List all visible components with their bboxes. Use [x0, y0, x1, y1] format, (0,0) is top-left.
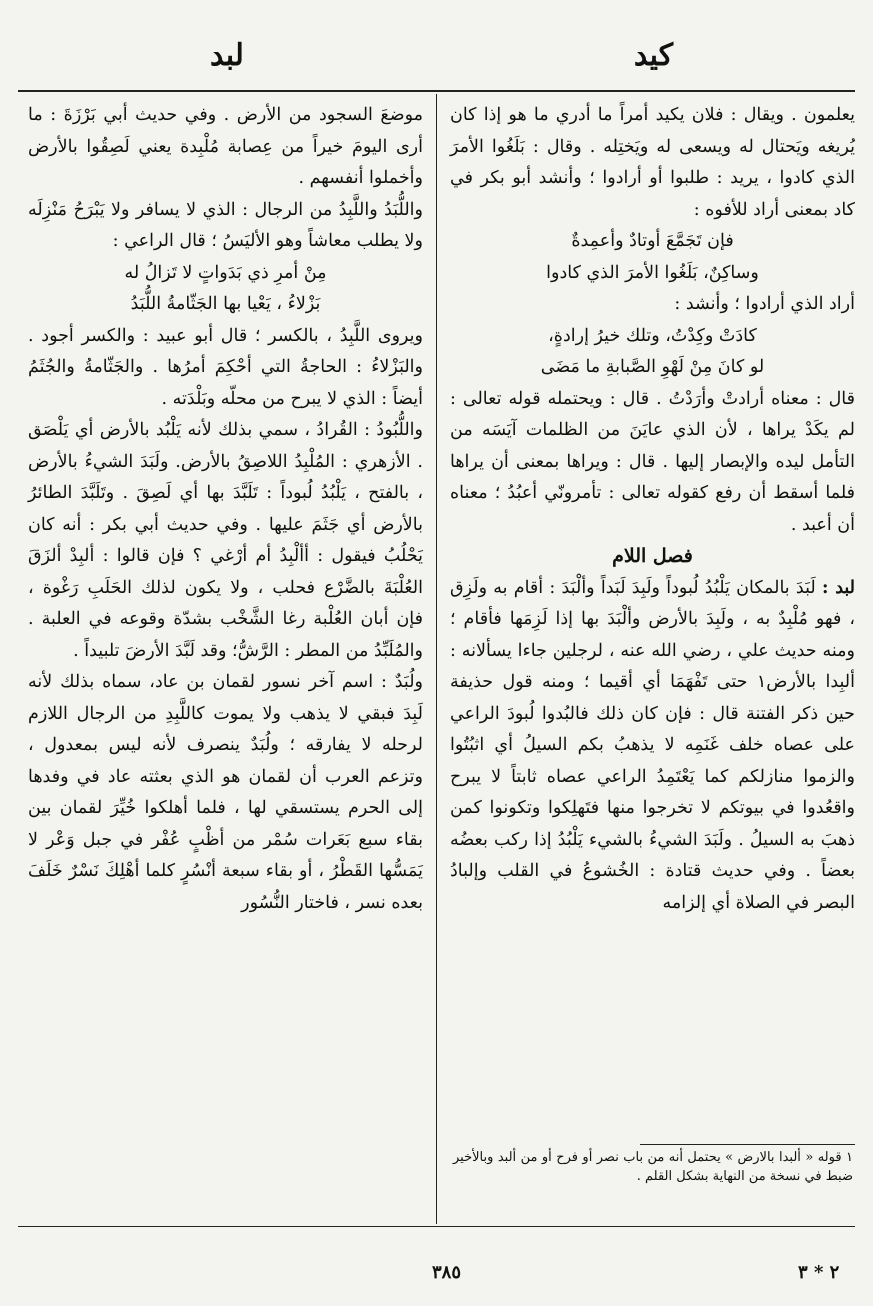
- left-paragraph-5: ولُبَدٌ : اسم آخر نسور لقمان بن عاد، سماه بذلك لأنه لَبِدَ فبقي لا يذهب ولا يموت كاللَّبِدِ من الرجال اللازم لرحله لا يفارقه ؛ ولُبَدٌ ينصرف لأنه ليس بمعدول ، وتزعم العرب أن لقمان هو الذي بعثته عاد في وفدها إلى الحرم يستسقي لها ، فلما أهلكوا خُيِّرَ لقمان بين بقاء سبع بَعَرات سُمْر من أظْبٍ عُفْر في جبل وَعْر لا يَمَسُّها القَطْرُ ، أو بقاء سبعة أنْسُرٍ كلما أهْلِكَ نَسْرٌ خَلَفَ بعده نسر ، فاختار النُّسُور: [28, 672, 423, 913]
- footnote-rule: [640, 1144, 855, 1145]
- signature-mark: ٢ * ٣: [798, 1262, 840, 1283]
- right-column: [450, 100, 855, 919]
- right-paragraph-4: [450, 573, 855, 920]
- right-paragraph-2: أراد الذي أرادوا ؛ وأنشد :: [674, 294, 855, 314]
- left-paragraph-2: واللُّبَدُ واللَّبِدُ من الرجال : الذي لا يسافر ولا يَبْرَحُ مَنْزِلَه ولا يطلب معاشاً وهو الأليَسُ ؛ قال الراعي :: [28, 199, 423, 251]
- column-divider: [436, 94, 437, 1224]
- footnote: ١ قوله « ألبدا بالارض » يحتمل أنه من باب نصر أو فرح أو من ألبد وبالأخير ضبط في نسخة من النهاية بشكل القلم .: [453, 1150, 853, 1184]
- right-verse-1a: فإن تَجَمَّعَ أوتادٌ وأعمِدةٌ: [571, 231, 734, 251]
- top-rule: [18, 90, 855, 92]
- left-verse-1b: بَزْلاءُ ، يَعْيا بها الجَثّامةُ اللُّبَدُ: [130, 294, 321, 314]
- left-column: [28, 100, 423, 919]
- left-verse-1a: مِنْ أمرِ ذي بَدَواتٍ لا تَزالُ له: [124, 262, 327, 283]
- section-heading: فصل اللام: [612, 545, 693, 567]
- left-paragraph-4: واللُّبُودُ : القُرادُ ، سمي بذلك لأنه يَلْبُد بالأرض أي يَلْصَق . الأزهري : المُلْبِدُ اللاصِقُ بالأرض. ولَبَدَ الشيءُ بالأرض ، بالفتح ، يَلْبُدُ لُبوداً : تَلَبَّدَ بها أي لَصِقَ . وتَلَبَّدَ الطائرُ بالأرض أي جَثَمَ عليها . وفي حديث أبي بكر : أنه كان يَحْلُبُ فيقول : أألْبِدُ أم أرْغي ؟ فإن قالوا : ألبِدْ ألزَقَ العُلْبَةَ بالضَّرْع فحلب ، ولا يكون لذلك الحَلَبِ رَغْوة ، فإن أبان العُلْبة رغا الشَّخْب بشدّة وقوعه في العلبة . والمُلَبِّدُ من المطر : الرَّشُّ؛ وقد لَبَّدَ الأرضَ تلبيداً .: [28, 420, 423, 661]
- left-paragraph-1: موضعَ السجود من الأرض . وفي حديث أبي بَرْزَةَ : ما أرى اليومَ خيراً من عِصابة مُلْبِدة يعني لَصِقُوا بالأرض وأخملوا أنفسهم .: [28, 105, 423, 188]
- left-header-title: لبد: [210, 38, 244, 73]
- right-verse-1b: وساكِنٌ، بَلَغُوا الأمرَ الذي كادوا: [546, 262, 759, 283]
- page-number: ٣٨٥: [432, 1262, 462, 1283]
- right-paragraph-3: قال : معناه أرادتْ وأرَدْتُ . قال : ويحتمله قوله تعالى : لم يكَدْ يراها ، لأن الذي عايَنَ من الظلمات آيَسَه من التأمل ليده والإبصار إليها . قال : ويراها بمعنى أن يراها فلما أسقط أن رفع كقوله تعالى : تأمرونّي أعبُدُ ؛ معناه أن أعبد .: [450, 388, 855, 535]
- right-header-title: كيد: [633, 38, 673, 73]
- right-verse-2a: كادَتْ وكِدْتُ، وتلك خيرُ إرادةٍ،: [548, 325, 757, 346]
- entry-body: لَبَدَ بالمكان يَلْبُدُ لُبوداً ولَبِدَ لَبَداً وألْبَدَ : أقام به ولَزِق ، فهو مُلْبِدٌ به ، ولَبِدَ بالأرض وألْبَدَ بها إذا لَزِمَها فأقام ؛ ومنه حديث علي ، رضي الله عنه ، لرجلين جاءا يسألانه : ألبِدا بالأرض١ حتى تَفْهَمَا أي أقيما ؛ ومنه قول حذيفة حين ذكر الفتنة قال : فإن كان ذلك فالبُدوا لُبودَ الراعي على عصاه خلف غَنَمِه لا يذهبُ بكم السيلُ أي اثبُتُوا والزموا منازلكم كما يَعْتَمِدُ الراعي عصاه ثابتاً لا يبرح واقعُدوا في بيوتكم لا تخرجوا منها فتَهلِكوا وتكونوا كمن ذهبَ به السيلُ . ولَبَدَ الشيءُ بالشيء يَلْبُدُ إذا ركب بعضُه بعضاً . وفي حديث قتادة : الخُشوعُ في القلب وإلبادُ البصر في الصلاة أي إلزامه: [450, 577, 855, 913]
- right-verse-2b: لو كانَ مِنْ لَهْوِ الصَّبابةِ ما مَضَى: [540, 357, 765, 377]
- left-paragraph-3: ويروى اللَّبِدُ ، بالكسر ؛ قال أبو عبيد : والكسر أجود . والبَزْلاءُ : الحاجةُ التي أحْكِمَ أمرُها . والجَثّامةُ والجُثَمُ أيضاً : الذي لا يبرح من محلّه وبَلْدَته .: [28, 325, 423, 409]
- entry-headword: لبد :: [821, 577, 855, 598]
- bottom-rule: [18, 1226, 855, 1227]
- right-paragraph-1: يعلمون . ويقال : فلان يكيد أمراً ما أدري ما هو إذا كان يُريغه ويَحتال له ويسعى له ويَختِله . وقال : بَلَغُوا الأمرَ الذي كادوا ، يريد : طلبوا أو أرادوا ؛ وأنشد أبو بكر في كاد بمعنى أراد للأفوه :: [450, 105, 855, 220]
